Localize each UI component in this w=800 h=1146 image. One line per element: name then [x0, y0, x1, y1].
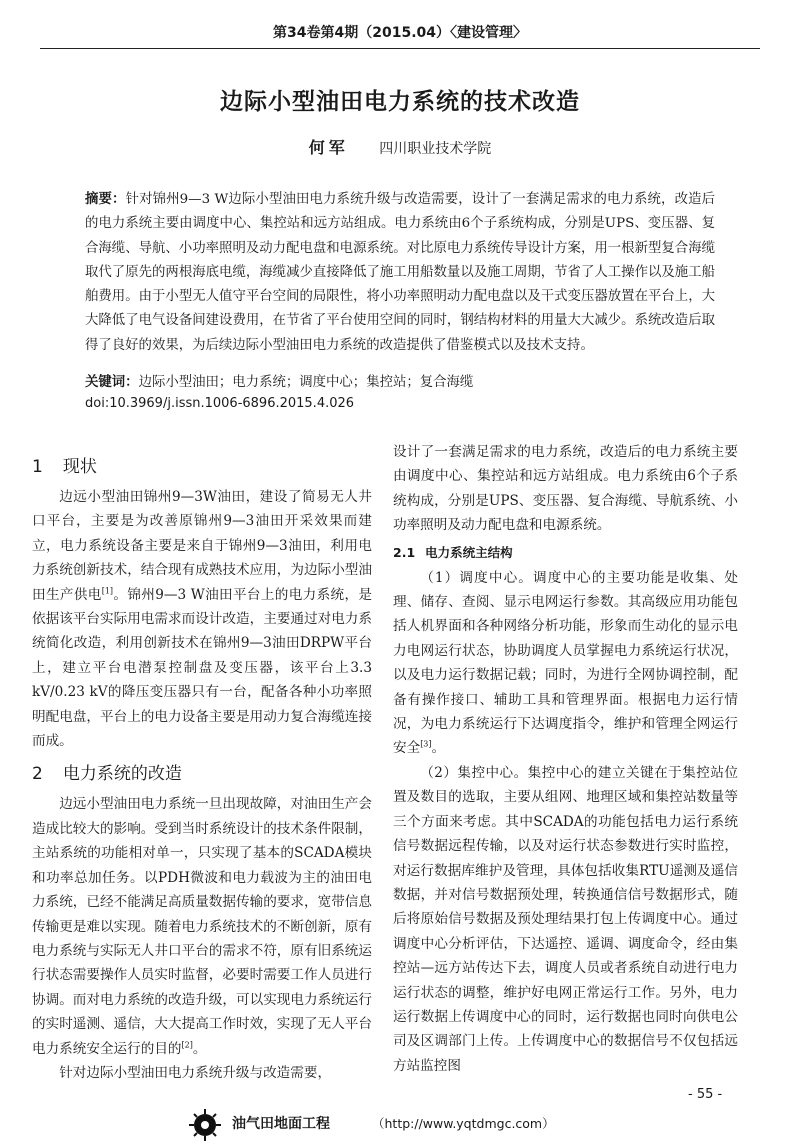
- article-title: 边际小型油田电力系统的技术改造: [220, 89, 580, 115]
- paragraph: [32, 485, 372, 753]
- subsection-title: 电力系统主结构: [425, 544, 513, 560]
- paragraph-text: 边远小型油田电力系统一旦出现故障，对油田生产会造成比较大的影响。受到当时系统设计的技术条件限制，主站系统的功能相对单一，只实现了基本的SCADA模块和功率总加任务。以PDH微波和电力载波为主的油田电力系统，已经不能满足高质量数据传输的要求，宽带信息传输更是难以实现。随着电力系统技术的不断创新，原有电力系统与实际无人井口平台的需求不符，原有旧系统运行状态需要操作人员实时监督，必要时需要工作人员进行协调。而对电力系统的改造升级，可以实现电力系统运行的实时遥测、遥信，大大提高工作时效，实现了无人平台电力系统安全运行的目的: [32, 796, 372, 1057]
- left-column: [32, 452, 372, 1085]
- journal-name: 油气田地面工程: [232, 1116, 330, 1132]
- abstract-text: 针对锦州9—3 W边际小型油田电力系统升级与改造需要，设计了一套满足需求的电力系统，改造后的电力系统主要由调度中心、集控站和远方站组成。电力系统由6个子系统构成，分别是UPS、变压器、复合海缆、导航、小功率照明及动力配电盘和电源系统。对比原电力系统传导设计方案，用一根新型复合海缆取代了原先的两根海底电缆，海缆减少直接降低了施工用船数量以及施工周期，节省了人工操作以及施工船舶费用。由于小型无人值守平台空间的局限性，将小功率照明动力配电盘以及干式变压器放置在平台上，大大降低了电气设备间建设费用，在节省了平台使用空间的同时，钢结构材料的用量大大减少。系统改造后取得了良好的效果，为后续边际小型油田电力系统的改造提供了借鉴模式以及技术支持。: [85, 192, 716, 353]
- keywords-text: 边际小型油田；电力系统；调度中心；集控站；复合海缆: [138, 375, 474, 390]
- citation: [1]: [101, 586, 114, 596]
- keywords: [85, 371, 715, 395]
- right-column: [393, 440, 738, 1078]
- keywords-label: 关键词：: [85, 375, 139, 390]
- author-name: 何军: [308, 138, 349, 157]
- paragraph: 针对边际小型油田电力系统升级与改造需要，: [59, 1064, 332, 1081]
- paragraph: [32, 792, 372, 1060]
- author-affiliation: 四川职业技术学院: [379, 141, 492, 157]
- paragraph-text: （1）调度中心。调度中心的主要功能是收集、处理、储存、查阅、显示电网运行参数。其高级应用功能包括人机界面和各种网络分析功能，形象而生动化的显示电力电网运行状态，协助调度人员掌握电力系统运行状况，以及电力运行数据记载；同时，为进行全网协调控制，配备有操作接口、辅助工具和管理界面。根据电力运行情况，为电力系统运行下达调度指令，维护和管理全网运行安全: [393, 569, 738, 757]
- section-title: 电力系统的改造: [62, 764, 182, 785]
- abstract: [85, 188, 715, 358]
- section-title: 现状: [62, 457, 97, 477]
- header-divider: [40, 48, 760, 49]
- section-heading-2: [32, 759, 372, 789]
- section-number: 1: [32, 457, 43, 477]
- page-number: - 55 -: [688, 1087, 723, 1102]
- citation: [2]: [181, 1040, 193, 1049]
- abstract-label: 摘要：: [85, 192, 126, 207]
- paragraph-text: 。锦州9—3 W油田平台上的电力系统，是依据该平台实际用电需求而设计改造，主要通过对电力系统简化改造，利用创新技术在锦州9—3油田DRPW平台上，建立平台电潜泵控制盘及变压器，该平台上3.3 kV/0.23 kV的降压变压器只有一台，配备各种小功率照明配电盘，平台上的电力设备主要是用动力复合海缆连接而成。: [32, 586, 373, 750]
- section-number: 2: [32, 764, 43, 785]
- subsection-heading-2-1: [393, 542, 738, 564]
- paragraph: [393, 566, 738, 761]
- paragraph-text: 。: [431, 740, 446, 757]
- paragraph-text: 。: [192, 1040, 207, 1057]
- paragraph: （2）集控中心。集控中心的建立关键在于集控站位置及数目的选取，主要从组网、地理区域和集控站数量等三个方面来考虑。其中SCADA的功能包括电力运行系统信号数据远程传输，以及对运行状态参数进行实时监控，对运行数据库维护及管理，具体包括收集RTU遥测及遥信数据，并对信号数据预处理，转换通信信号数据形式，随后将原始信号数据及预处理结果打包上传调度中心。通过调度中心分析评估，下达遥控、遥调、调度命令，经由集控站—远方站传达下去，调度人员或者系统自动进行电力运行状态的调整，维护好电网正常运行工作。另外，电力运行数据上传调度中心的同时，运行数据也同时向供电公司及区调部门上传。上传调度中心的数据信号不仅包括远方站监控图: [393, 764, 738, 1074]
- author-line: [40, 135, 760, 158]
- journal-logo-icon: [185, 1108, 225, 1142]
- paragraph-text: 边远小型油田锦州9—3W油田，建设了简易无人井口平台，主要是为改善原锦州9—3油田开采效果而建立，电力系统设备主要是来自于锦州9—3油田，利用电力系统创新技术，结合现有成熟技术应用，为边际小型油田生产供电: [32, 489, 372, 603]
- section-heading-1: [32, 452, 372, 482]
- subsection-number: 2.1: [393, 544, 416, 560]
- citation: [3]: [420, 739, 432, 749]
- journal-issue-header: 第34卷第4期（2015.04）〈建设管理〉: [273, 25, 527, 41]
- journal-url: （http://www.yqtdmgc.com）: [372, 1116, 555, 1131]
- doi: doi:10.3969/j.issn.1006-6896.2015.4.026: [85, 396, 355, 411]
- paragraph: 设计了一套满足需求的电力系统，改造后的电力系统主要由调度中心、集控站和远方站组成。电力系统由6个子系统构成，分别是UPS、变压器、复合海缆、导航系统、小功率照明及动力配电盘和电源系统。: [393, 444, 738, 534]
